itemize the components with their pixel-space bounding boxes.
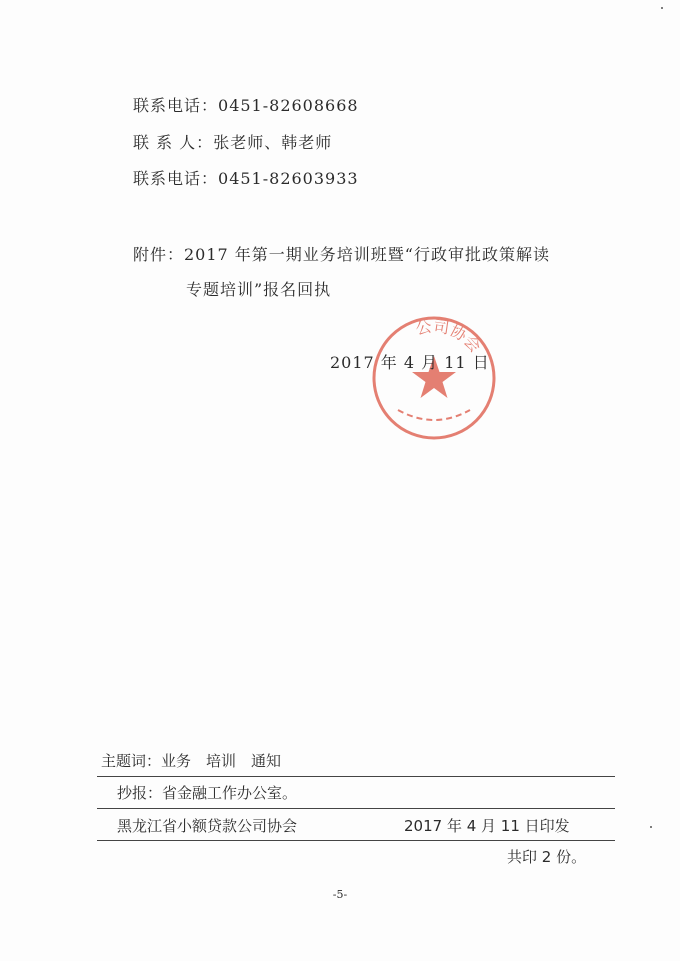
signing-date: 2017 年 4 月 11 日 bbox=[330, 353, 490, 372]
contact-phone-1 bbox=[133, 93, 359, 116]
subject-keywords: 主题词：业务 培训 通知 bbox=[101, 752, 282, 770]
contact-phone-2 bbox=[133, 166, 359, 189]
contact-person bbox=[133, 130, 332, 153]
issuing-organization: 黑龙江省小额贷款公司协会 bbox=[117, 817, 298, 835]
scan-speck bbox=[650, 826, 652, 828]
contact-phone-2-value: 0451-82603933 bbox=[218, 169, 359, 188]
contact-person-label: 联 系 人： bbox=[133, 133, 214, 152]
scan-speck bbox=[661, 7, 663, 9]
attachment-line-2: 专题培训”报名回执 bbox=[186, 280, 332, 299]
official-seal-icon bbox=[368, 312, 500, 444]
contact-phone-1-label: 联系电话： bbox=[133, 96, 219, 115]
attachment-line-1: 附件：2017 年第一期业务培训班暨“行政审批政策解读 bbox=[133, 245, 550, 264]
copies-count: 共印 2 份。 bbox=[507, 848, 587, 866]
cc-recipients: 抄报：省金融工作办公室。 bbox=[117, 784, 298, 802]
page-number: -5- bbox=[332, 888, 348, 901]
print-date: 2017 年 4 月 11 日印发 bbox=[404, 817, 570, 835]
contact-phone-1-value: 0451-82608668 bbox=[218, 96, 359, 115]
seal-text: 公司协会 bbox=[413, 316, 485, 357]
footer-rule-1 bbox=[97, 776, 615, 777]
footer-rule-3 bbox=[97, 840, 615, 841]
contact-phone-2-label: 联系电话： bbox=[133, 169, 219, 188]
footer-rule-2 bbox=[97, 808, 615, 809]
contact-person-value: 张老师、韩老师 bbox=[213, 133, 333, 152]
